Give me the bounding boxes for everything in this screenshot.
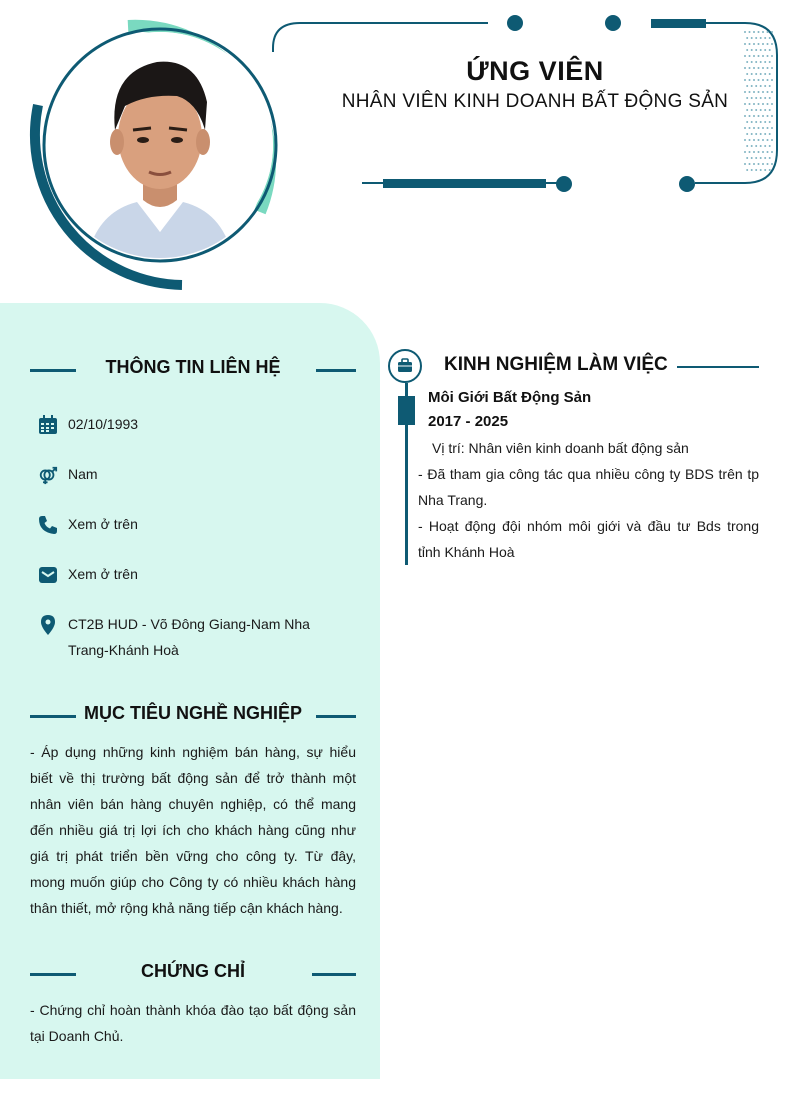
objective-text: - Áp dụng những kinh nghiệm bán hàng, sự hiểu biết về thị trường bất động sản để trở thành một nhân viên bán hàng chuyên nghiệp, có thể mang đến nhiều giá trị lợi ích cho khách hàng cũng như giá trị phát triển bền vững cho công ty. Từ đây, mong muốn giúp cho Công ty có nhiều khách hàng thân thiết, mở rộng khả năng tiếp cận khách hàng.: [30, 744, 356, 916]
phone-value[interactable]: Xem ở trên: [68, 516, 138, 532]
email-value[interactable]: Xem ở trên: [68, 566, 138, 582]
location-pin-icon: [38, 615, 58, 635]
job-title: NHÂN VIÊN KINH DOANH BẤT ĐỘNG SẢN: [341, 91, 729, 112]
experience-desc-line-2: - Hoạt động đội nhóm môi giới và đầu tư Bds trong tỉnh Khánh Hoà: [418, 518, 759, 560]
certificates-heading: [30, 961, 356, 987]
objective-heading-text: MỤC TIÊU NGHỀ NGHIỆP: [83, 703, 302, 723]
calendar-icon: [38, 415, 58, 435]
birthday-value: 02/10/1993: [68, 416, 139, 432]
contact-heading-text: THÔNG TIN LIÊN HỆ: [105, 357, 281, 377]
candidate-photo: [47, 32, 273, 258]
certificates-text: - Chứng chỉ hoàn thành khóa đào tạo bất động sản tại Doanh Chủ.: [30, 1002, 356, 1044]
experience-heading-line: [677, 366, 759, 368]
experience-description: [418, 461, 759, 565]
timeline-marker: [398, 396, 415, 425]
email-icon: [38, 565, 58, 585]
phone-icon: [38, 515, 58, 535]
experience-icon-circle: [388, 349, 422, 383]
objective-heading: [30, 703, 356, 729]
gender-icon: [38, 465, 58, 485]
experience-period: 2017 - 2025: [428, 413, 509, 430]
contact-heading: [30, 357, 356, 383]
experience-desc-line-1: - Đã tham gia công tác qua nhiều công ty BDS trên tp Nha Trang.: [418, 466, 759, 508]
candidate-name: ỨNG VIÊN: [466, 56, 604, 86]
experience-role: Vị trí: Nhân viên kinh doanh bất động sản: [432, 440, 689, 456]
experience-company: Môi Giới Bất Động Sản: [428, 389, 592, 406]
address-value: CT2B HUD - Võ Đông Giang-Nam Nha Trang-Khánh Hoà: [68, 616, 310, 658]
briefcase-icon: [390, 351, 420, 381]
certificates-heading-text: CHỨNG CHỈ: [141, 961, 245, 981]
gender-value: Nam: [68, 466, 98, 482]
experience-heading: KINH NGHIỆM LÀM VIỆC: [444, 354, 668, 375]
